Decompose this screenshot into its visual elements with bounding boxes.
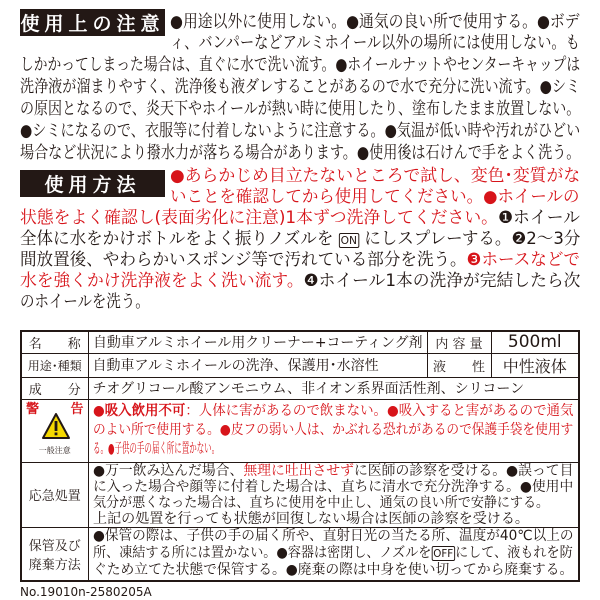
text-line <box>93 442 219 457</box>
name-value: 自動車アルミホイール用クリーナー+コーティング剤 <box>92 335 423 352</box>
product-spec-table <box>20 330 580 582</box>
text-segment: 上記の処置を行っても状態が回復しない場合は医師の診察を受ける。 <box>92 510 529 527</box>
text-segment: 場合など状況により撥水力が落ちる場合があります。●使用後は石けんで手をよく洗う。 <box>20 143 581 163</box>
table-row <box>21 399 579 462</box>
text-segment: 洗浄液が溜まりやすく、洗浄後も液ダレすることがあるので水で充分に洗い流す。●シミ <box>20 77 581 97</box>
liquid-value: 中性液体 <box>491 353 579 377</box>
text-segment: ：人体に害があるので飲まない。●吸入すると害があるので通気 <box>184 402 573 419</box>
warning-label <box>21 399 88 462</box>
text-segment: ィ、バンパーなどアルミホイール以外の場所には使用しない。も <box>170 33 580 53</box>
storage-label-line1: 保管及び <box>28 538 81 554</box>
text-segment: る。●子供の手の届く所に置かない。 <box>92 440 219 457</box>
first-aid-label: 応急処置 <box>21 462 88 527</box>
volume-label: 内 容 量 <box>427 331 491 353</box>
product-code: No.19010n-2580205A <box>20 585 152 599</box>
text-segment: ●シミになるので、衣服等に付着しないように注意する。●気温が低い時や汚れがひどい <box>20 121 581 141</box>
liquid-label: 液 性 <box>427 353 491 377</box>
text-line <box>170 12 580 32</box>
text-segment: の原因となるので、炎天下やホイールが熱い時に使用したり、塗布したまま放置しない。 <box>20 99 581 119</box>
text-segment: 状態をよく確認し(表面劣化に注意)1本ずつ洗浄してください。 <box>20 208 498 228</box>
name-label: 名 称 <box>21 331 88 353</box>
volume-value: 500ml <box>491 331 579 353</box>
ingredients-value: チオグリコール酸アンモニウム、非イオン系界面活性剤、シリコーン <box>92 381 525 397</box>
storage-text <box>88 527 579 581</box>
caution-heading: 使用上の注意 <box>20 9 165 36</box>
text-line <box>93 496 549 511</box>
warning-text <box>88 399 579 462</box>
text-segment: 全体に水をかけボトルをよく振りノズルを <box>20 229 339 249</box>
warning-label-right: 告 <box>70 401 84 417</box>
table-row <box>21 377 579 399</box>
warning-triangle-icon <box>41 412 71 440</box>
warning-label-left: 警 <box>26 401 40 417</box>
text-line <box>20 271 580 291</box>
nozzle-position-label: ON <box>340 234 357 247</box>
storage-label-line2: 廃棄方法 <box>28 557 81 573</box>
text-line <box>93 512 529 527</box>
text-segment: のよい所で使用する。●皮フの弱い人は、かぶれる恐れがあるので保護手袋を使用す <box>92 421 573 438</box>
ingredients-value-cell <box>88 377 579 399</box>
text-segment: ●保管の際は、子供の手の届く所や、直射日光の当たる所、温度が40℃以上の <box>92 527 573 544</box>
text-segment: に医師の診察を受ける。●誤って目 <box>353 462 573 479</box>
text-line <box>20 143 580 163</box>
text-segment: にして、液もれを防 <box>454 544 573 561</box>
text-line <box>20 229 580 249</box>
text-line <box>20 292 150 312</box>
text-line <box>20 250 580 270</box>
text-segment: にしスプレーする。❷2～3分 <box>358 229 581 249</box>
text-segment: ❸ホースなどで <box>466 250 580 270</box>
text-segment: 気分が悪くなった場合は、直ちに使用を中止し、通気の良い所で安静にする。 <box>92 494 549 511</box>
nozzle-position-label: OFF <box>432 546 453 560</box>
text-segment: ●吸入飲用不可 <box>92 402 185 419</box>
text-line <box>93 464 573 479</box>
text-line <box>170 166 580 186</box>
text-line <box>93 546 573 561</box>
text-line <box>170 187 580 207</box>
text-segment: 間放置後、やわらかいスポンジ等で汚れている部分を洗う。 <box>20 250 467 270</box>
text-line <box>93 563 573 578</box>
use-value-cell <box>88 353 427 377</box>
text-line <box>20 208 580 228</box>
text-line <box>93 404 573 419</box>
table-row <box>21 331 579 353</box>
table-row <box>21 527 579 581</box>
text-line <box>20 121 580 141</box>
text-segment: 水を強くかけ洗浄液をよく洗い流す。 <box>20 271 304 291</box>
warning-icon-caption: 一般注意 <box>38 445 71 455</box>
text-segment: 所、凍結する所には置かない。●容器は密閉し、ノズルを <box>92 544 431 561</box>
table-row <box>21 353 579 377</box>
text-segment: ❶ホイール <box>497 208 580 228</box>
text-segment: いことを確認してから使用してください。●ホイールの <box>170 187 580 207</box>
text-segment: ●あらかじめ目立たないところで試し、変色･変質がな <box>170 166 581 186</box>
text-segment: ❹ホイール1本の洗浄が完結したら次 <box>303 271 581 291</box>
usage-heading: 使用方法 <box>20 170 165 197</box>
text-segment: 無理に吐出させず <box>242 462 354 479</box>
text-segment: ぐため立てた状態で保管する。●廃棄の際は中身を使い切ってから廃棄する。 <box>92 561 573 578</box>
ingredients-label: 成 分 <box>21 377 88 399</box>
use-label: 用途･種類 <box>21 353 88 377</box>
text-line <box>20 55 580 75</box>
text-segment: に入った場合や顔等に付着した場合は、直ちに清水で充分洗浄する。●使用中 <box>92 478 573 495</box>
text-line <box>20 77 580 97</box>
text-segment: のホイールを洗う。 <box>20 292 150 312</box>
first-aid-text <box>88 462 579 527</box>
name-value-cell <box>88 331 427 353</box>
text-line <box>20 99 580 119</box>
storage-label <box>21 527 88 581</box>
use-value: 自動車アルミホイールの洗浄、保護用･水溶性 <box>92 358 379 374</box>
text-segment: ●用途以外に使用しない。●通気の良い所で使用する。●ボデ <box>170 12 580 32</box>
text-line <box>93 423 573 438</box>
text-line <box>170 33 580 53</box>
table-row <box>21 462 579 527</box>
text-line <box>93 480 573 495</box>
text-line <box>93 529 573 544</box>
text-segment: ●万一飲み込んだ場合、 <box>92 462 243 479</box>
text-segment: しかかってしまった場合は、直ぐに水で洗い流す。●ホイールナットやセンターキャップは <box>20 55 581 75</box>
